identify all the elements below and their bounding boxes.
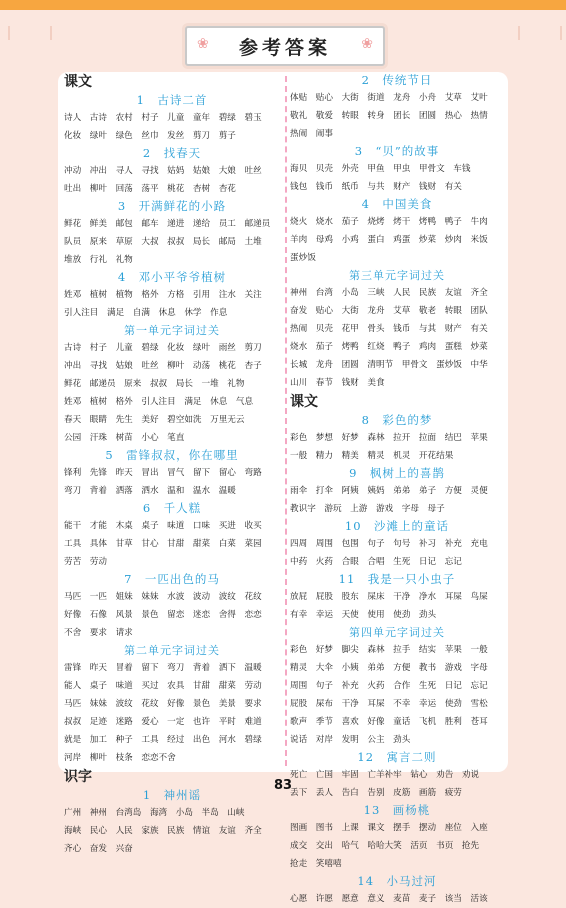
word-line: 化妆 绿叶 绿色 丝巾 发丝 剪刀 剪子 (64, 131, 236, 141)
word-line: 队员 原来 草原 大叔 叔叔 局长 邮局 土堆 (64, 237, 262, 247)
word-line: 丢下 丢人 告白 告别 皮筋 画筋 疲劳 (290, 788, 462, 798)
word-line: 神州 台湾 小岛 三峡 人民 民族 友谊 齐全 (290, 288, 488, 298)
word-line: 长城 龙舟 团圆 清明节 甲骨文 蛋炒饭 中华 (290, 360, 488, 370)
word-line: 抢走 笑嘻嘻 (290, 859, 342, 869)
word-line: 马匹 一匹 姐妹 妹妹 水波 波动 波纹 花纹 (64, 592, 262, 602)
word-line: 能干 才能 木桌 桌子 味道 口味 买进 收买 (64, 521, 262, 531)
word-line: 海贝 贝壳 外壳 甲鱼 甲虫 甲骨文 车钱 (290, 164, 471, 174)
word-line: 引人注目 满足 自满 休息 休学 作息 (64, 308, 228, 318)
word-line: 姓邓 植树 植物 格外 方格 引用 注水 关注 (64, 290, 262, 300)
page-number: 83 (273, 778, 293, 793)
word-line: 工具 具体 甘草 甘心 甘甜 甜菜 白菜 菜园 (64, 539, 262, 549)
lesson-title: 2 传统节日 (361, 73, 433, 87)
word-line: 山川 春节 钱财 美食 (290, 378, 385, 388)
lesson-title: 4 中国美食 (361, 197, 433, 211)
unit-review-title: 第四单元字词过关 (349, 626, 445, 639)
word-line: 堆放 行礼 礼物 (64, 255, 133, 265)
word-line: 河岸 柳叶 枝条 恋恋不舍 (64, 753, 176, 763)
lesson-title: 10 沙滩上的童话 (344, 519, 450, 533)
word-line: 热闹 闹事 (290, 129, 333, 139)
lesson-title: 6 千人糕 (142, 501, 202, 515)
word-line: 冲出 寻找 姑娘 吐丝 柳叶 动荡 桃花 杏子 (64, 361, 262, 371)
word-line: 死亡 亡国 牢固 亡羊补牢 钻心 劝告 劝说 (290, 770, 480, 780)
word-line: 烧水 茄子 烤鸭 红烧 鸭子 鸡肉 蛋糕 炒菜 (290, 342, 488, 352)
page-title: 参考答案 (238, 36, 331, 59)
flower-icon-right: ❀ (361, 36, 373, 52)
word-line: 春天 眼睛 先生 美好 碧空如洗 万里无云 (64, 415, 245, 425)
word-line: 周围 句子 补充 火药 合作 生死 日记 忘记 (290, 681, 488, 691)
word-line: 叔叔 足迹 迷路 爱心 一定 也许 平时 难道 (64, 717, 262, 727)
word-line: 烧火 烧水 茄子 烧烤 烤干 烤鸭 鸭子 牛肉 (290, 217, 488, 227)
word-line: 雷锋 昨天 冒着 留下 弯刀 背着 洒下 温暖 (64, 663, 262, 673)
word-line: 公园 汗珠 树苗 小心 笔直 (64, 433, 185, 443)
word-line: 四周 周围 包围 句子 句号 补习 补充 充电 (290, 539, 488, 549)
word-line: 冲动 冲出 寻人 寻找 姑妈 姑娘 大娘 吐丝 (64, 166, 262, 176)
word-line: 雨伞 打伞 阿姨 姨妈 弟弟 弟子 方便 灵便 (290, 486, 488, 496)
word-line: 钱包 钱币 纸币 与共 财产 钱财 有关 (290, 182, 462, 192)
word-line: 广州 神州 台湾岛 海湾 小岛 半岛 山峡 (64, 808, 245, 818)
unit-review-title: 第二单元字词过关 (124, 644, 220, 657)
word-line: 好像 石像 风景 景色 留恋 迷恋 舍得 恋恋 (64, 610, 262, 620)
word-line: 放屁 屁股 股东 屎床 干净 净水 耳屎 鸟屎 (290, 592, 488, 602)
section-heading: 课文 (64, 74, 92, 90)
column-divider (285, 76, 287, 766)
word-line: 有幸 幸运 天使 使用 使劲 劲头 (290, 610, 437, 620)
word-line: 诗人 古诗 农村 村子 儿童 童年 碧绿 碧玉 (64, 113, 262, 123)
lesson-title: 1 神州谣 (142, 788, 202, 802)
word-line: 齐心 奋发 兴奋 (64, 844, 133, 854)
left-column (64, 72, 280, 858)
word-line: 图画 图书 上课 课文 摆手 摆动 座位 入座 (290, 823, 488, 833)
word-line: 心愿 许愿 愿意 意义 麦苗 麦子 该当 活该 (290, 894, 488, 904)
word-line: 劳苦 劳动 (64, 557, 107, 567)
lesson-title: 13 画杨桃 (363, 803, 431, 817)
title-plaque (185, 26, 385, 66)
lesson-title: 3 开满鲜花的小路 (117, 199, 227, 213)
word-line: 海峡 民心 人民 家族 民族 情谊 友谊 齐全 (64, 826, 262, 836)
lesson-title: 7 一匹出色的马 (124, 572, 220, 586)
unit-review-title: 第三单元字词过关 (349, 269, 445, 282)
header-banner (0, 24, 566, 64)
word-line: 敬礼 敬爱 转眼 转身 团长 团圆 热心 热情 (290, 111, 488, 121)
lesson-title: 11 我是一只小虫子 (338, 572, 456, 586)
lesson-title: 12 寓言二则 (357, 750, 437, 764)
word-line: 热闹 贝壳 花甲 骨头 钱币 与其 财产 有关 (290, 324, 488, 334)
lesson-title: 4 邓小平爷爷植树 (117, 270, 227, 284)
word-line: 鲜花 邮递员 原来 叔叔 局长 一堆 礼物 (64, 379, 245, 389)
word-line: 教识字 游玩 上游 游戏 字母 母子 (290, 504, 445, 514)
word-line: 彩色 好梦 脚尖 森林 拉手 结实 苹果 一般 (290, 645, 488, 655)
lesson-title: 8 彩色的梦 (361, 413, 433, 427)
word-line: 不舍 要求 请求 (64, 628, 133, 638)
top-strip (0, 0, 566, 10)
lesson-title: 5 雷锋叔叔，你在哪里 (105, 448, 239, 462)
word-line: 鲜花 鲜美 邮包 邮车 递进 递给 员工 邮递员 (64, 219, 271, 229)
word-line: 古诗 村子 儿童 碧绿 化妆 绿叶 雨丝 剪刀 (64, 343, 262, 353)
word-line: 吐出 柳叶 回荡 荡平 桃花 杏树 杏花 (64, 184, 236, 194)
lesson-title: 2 找春天 (142, 146, 202, 160)
word-line: 精灵 大伞 小姨 弟弟 方便 教书 游戏 字母 (290, 663, 488, 673)
section-heading: 课文 (290, 394, 318, 410)
lesson-title: 3 “贝”的故事 (354, 144, 440, 158)
word-line: 马匹 妹妹 波纹 花纹 好像 景色 美景 要求 (64, 699, 262, 709)
flower-icon-left: ❀ (197, 36, 209, 52)
word-line: 就是 加工 种子 工具 经过 出色 河水 碧绿 (64, 735, 262, 745)
word-line: 彩色 梦想 好梦 森林 拉开 拉面 结巴 苹果 (290, 433, 488, 443)
word-line: 屁股 屎布 干净 耳屎 不幸 幸运 使劲 雪松 (290, 699, 488, 709)
word-line: 羊肉 母鸡 小鸡 蛋白 鸡蛋 炒菜 炒肉 米饭 (290, 235, 488, 245)
word-line: 弯刀 背着 洒落 洒水 温和 温水 温暖 (64, 486, 236, 496)
word-line: 蛋炒饭 (290, 253, 316, 263)
word-line: 中药 火药 合眼 合唱 生死 日记 忘记 (290, 557, 462, 567)
lesson-title: 9 枫树上的喜鹊 (349, 466, 445, 480)
section-heading: 识字 (64, 769, 92, 785)
word-line: 成交 交出 哈气 哈哈大笑 活页 书页 抢先 (290, 841, 480, 851)
word-line: 锋利 先锋 昨天 冒出 冒气 留下 留心 弯路 (64, 468, 262, 478)
word-line: 歌声 季节 喜欢 好像 童话 飞机 胜利 苍耳 (290, 717, 488, 727)
word-line: 一般 精力 精美 精灵 机灵 开花结果 (290, 451, 454, 461)
unit-review-title: 第一单元字词过关 (124, 324, 220, 337)
word-line: 奋发 贴心 大街 龙舟 艾草 敬老 转眼 团队 (290, 306, 488, 316)
word-line: 体贴 贴心 大街 街道 龙舟 小舟 艾草 艾叶 (290, 93, 488, 103)
lesson-title: 1 古诗二首 (136, 93, 208, 107)
lesson-title: 14 小马过河 (357, 874, 437, 888)
word-line: 说话 对岸 发明 公主 劲头 (290, 735, 411, 745)
word-line: 能人 桌子 味道 买过 农具 甘甜 甜菜 劳动 (64, 681, 262, 691)
word-line: 姓邓 植树 格外 引人注目 满足 休息 气息 (64, 397, 254, 407)
